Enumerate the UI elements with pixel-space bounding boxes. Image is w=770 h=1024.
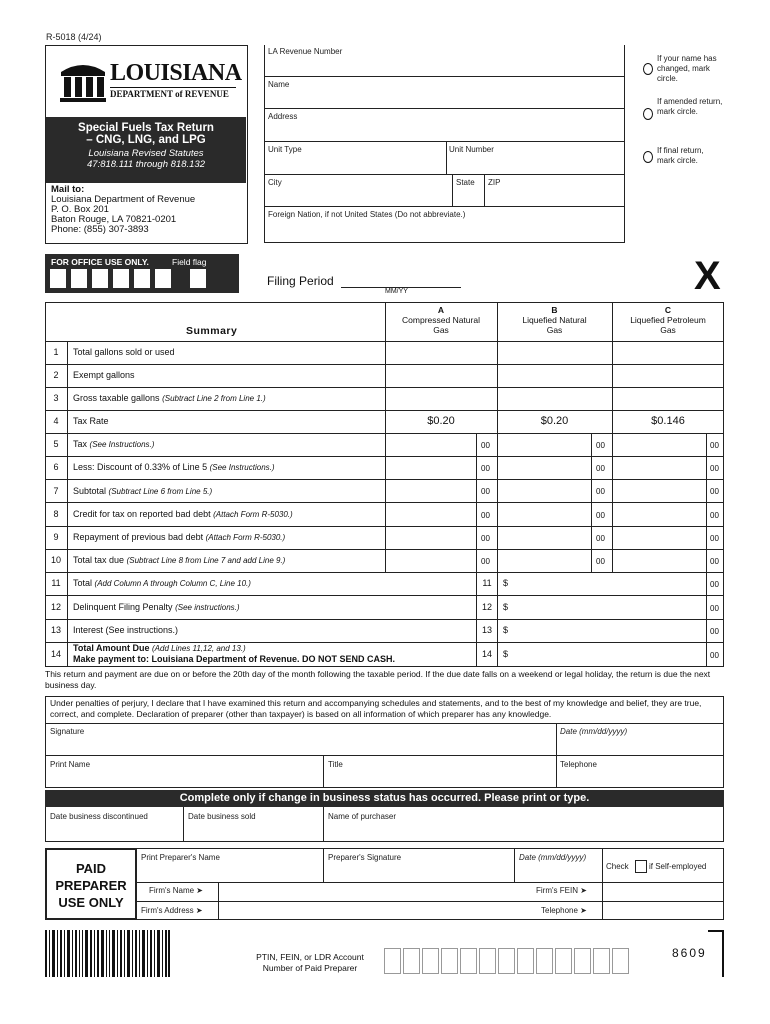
- line-number: 13: [50, 625, 61, 635]
- preparer-date-field[interactable]: Date (mm/dd/yyyy): [519, 853, 587, 862]
- ptin-box[interactable]: [593, 948, 610, 974]
- line-number: 4: [53, 416, 59, 426]
- field-flag-label: Field flag: [172, 257, 207, 267]
- line-14-text: Total Amount Due: [73, 643, 150, 653]
- cents: 00: [596, 511, 605, 520]
- line-number: 6: [53, 462, 59, 472]
- mail-line: P. O. Box 201: [51, 204, 109, 215]
- cents: 00: [710, 580, 719, 589]
- form-subtitle: – CNG, LNG, and LPG: [86, 134, 206, 146]
- column-c-header: [612, 305, 724, 335]
- line-13-label: Interest (See instructions.): [73, 625, 179, 635]
- line-number: 9: [53, 532, 59, 542]
- preparer-telephone-field[interactable]: Telephone ➤: [541, 906, 587, 915]
- office-box: [134, 269, 150, 288]
- dollar-sign: $: [503, 578, 509, 588]
- ldr-logo-icon: [58, 58, 108, 102]
- line-number: 8: [53, 509, 59, 519]
- payment-instruction: Make payment to: Louisiana Department of Revenue. DO NOT SEND CASH.: [73, 654, 396, 664]
- self-employed-label: if Self-employed: [649, 862, 707, 871]
- line-8-label: [73, 509, 293, 519]
- column-name: Gas: [433, 325, 449, 335]
- name-changed-circle[interactable]: [643, 63, 653, 75]
- logo-word: LOUISIANA: [110, 60, 242, 86]
- office-box: [71, 269, 87, 288]
- form-code: 8609: [672, 946, 707, 960]
- line-ref: 12: [481, 602, 492, 612]
- firm-address-field[interactable]: Firm's Address ➤: [141, 906, 203, 915]
- cents: 00: [710, 487, 719, 496]
- state-field[interactable]: State: [456, 178, 475, 187]
- date-field[interactable]: Date (mm/dd/yyyy): [560, 727, 628, 736]
- statutes-2: 47:818.111 through 818.132: [87, 159, 205, 170]
- line-11-note: (Add Column A through Column C, Line 10.): [94, 579, 251, 588]
- cents: 00: [481, 441, 490, 450]
- cents: 00: [481, 464, 490, 473]
- foreign-nation-field[interactable]: Foreign Nation, if not United States (Do not abbreviate.): [268, 210, 466, 219]
- preparer-label-line: PAID: [75, 861, 107, 876]
- cents: 00: [481, 511, 490, 520]
- column-name: Liquefied Natural: [522, 315, 587, 325]
- column-letter: B: [551, 305, 558, 315]
- ptin-label-line: Number of Paid Preparer: [262, 963, 358, 973]
- cents: 00: [710, 511, 719, 520]
- ptin-box[interactable]: [612, 948, 629, 974]
- office-box: [155, 269, 171, 288]
- cents: 00: [710, 604, 719, 613]
- telephone-field[interactable]: Telephone: [560, 760, 597, 769]
- paid-preparer-label: [45, 848, 137, 920]
- dollar-sign: $: [503, 649, 509, 659]
- line-7-text: Subtotal: [73, 486, 107, 496]
- ptin-box[interactable]: [574, 948, 591, 974]
- line-number: 2: [53, 370, 59, 380]
- ptin-box[interactable]: [536, 948, 553, 974]
- amended-label: If amended return, mark circle.: [657, 97, 723, 116]
- ptin-label-line: PTIN, FEIN, or LDR Account: [256, 952, 364, 962]
- line-10-text: Total tax due: [73, 555, 125, 565]
- line-9-note: (Attach Form R-5030.): [205, 533, 286, 542]
- signature-field[interactable]: Signature: [50, 727, 85, 736]
- line-11-label: [73, 578, 251, 588]
- self-employed-checkbox[interactable]: [635, 860, 647, 873]
- ptin-box[interactable]: [384, 948, 401, 974]
- scan-mark: X: [694, 254, 721, 298]
- column-name: Gas: [660, 325, 676, 335]
- line-number: 7: [53, 486, 59, 496]
- rate-a: $0.20: [427, 415, 455, 427]
- print-name-field[interactable]: Print Name: [50, 760, 91, 769]
- dollar-sign: $: [503, 625, 509, 635]
- title-box: [46, 117, 246, 183]
- preparer-name-field[interactable]: Print Preparer's Name: [141, 853, 220, 862]
- form-title: Special Fuels Tax Return: [78, 122, 214, 134]
- city-field[interactable]: City: [268, 178, 282, 187]
- unit-type-field[interactable]: Unit Type: [268, 145, 302, 154]
- line-8-note: (Attach Form R-5030.): [213, 510, 293, 519]
- address-field[interactable]: Address: [268, 112, 298, 121]
- column-letter: C: [664, 305, 672, 315]
- column-a-header: [385, 305, 497, 335]
- line-10-label: [73, 555, 285, 565]
- date-discontinued-field[interactable]: Date business discontinued: [50, 812, 148, 821]
- mail-line: Baton Rouge, LA 70821-0201: [51, 214, 177, 225]
- office-box: [92, 269, 108, 288]
- ptin-box[interactable]: [460, 948, 477, 974]
- barcode-icon: [45, 930, 170, 977]
- line-number: 11: [51, 578, 61, 588]
- rate-b: $0.20: [540, 415, 569, 427]
- line-7-label: [73, 486, 212, 496]
- final-return-circle[interactable]: [643, 151, 653, 163]
- cents: 00: [481, 487, 490, 496]
- line-number: 3: [53, 393, 59, 403]
- line-1-label: Total gallons sold or used: [73, 347, 175, 357]
- line-number: 10: [50, 555, 61, 565]
- cents: 00: [710, 534, 719, 543]
- line-7-note: (Subtract Line 6 from Line 5.): [108, 487, 213, 496]
- line-number: 5: [53, 439, 59, 449]
- due-date-note: This return and payment are due on or before the 20th day of the month following the taxable period. If the due date falls on a weekend or legal holiday, the return is due the next business day.: [45, 669, 711, 690]
- filing-period-label: Filing Period: [267, 274, 334, 288]
- mail-to: [51, 185, 195, 235]
- line-14-label: [73, 643, 395, 665]
- line-12-text: Delinquent Filing Penalty: [73, 602, 173, 612]
- cents: 00: [481, 534, 490, 543]
- cents: 00: [596, 557, 605, 566]
- change-status-banner: Complete only if change in business status has occurred. Please print or type.: [45, 790, 724, 807]
- cents: 00: [710, 651, 719, 660]
- cents: 00: [596, 464, 605, 473]
- column-letter: A: [437, 305, 445, 315]
- line-number: 12: [50, 602, 61, 612]
- line-4-label: Tax Rate: [73, 416, 109, 426]
- office-box: [50, 269, 66, 288]
- line-6-note: (See Instructions.): [209, 463, 275, 472]
- name-field[interactable]: Name: [268, 80, 290, 89]
- rate-c: $0.146: [651, 415, 685, 427]
- ptin-box[interactable]: [403, 948, 420, 974]
- cents: 00: [710, 441, 719, 450]
- summary-heading: Summary: [186, 325, 238, 337]
- zip-field[interactable]: ZIP: [488, 178, 501, 187]
- ptin-box[interactable]: [479, 948, 496, 974]
- line-6-label: [73, 462, 275, 472]
- cents: 00: [710, 464, 719, 473]
- line-10-note: (Subtract Line 8 from Line 7 and add Line 9.): [126, 556, 286, 565]
- preparer-signature-field[interactable]: Preparer's Signature: [328, 853, 402, 862]
- preparer-label-line: USE ONLY: [58, 895, 124, 910]
- column-name: Liquefied Petroleum: [630, 315, 706, 325]
- line-ref: 13: [481, 625, 492, 635]
- line-3-text: Gross taxable gallons: [73, 393, 160, 403]
- statutes-1: Louisiana Revised Statutes: [88, 148, 204, 159]
- ptin-label: [240, 952, 380, 974]
- line-14-note: (Add Lines 11,12, and 13.): [152, 644, 246, 653]
- line-9-label: [73, 532, 285, 542]
- amended-circle[interactable]: [643, 108, 653, 120]
- filing-period-format: MM/YY: [385, 288, 408, 295]
- office-box: [113, 269, 129, 288]
- final-return-label: If final return, mark circle.: [657, 146, 704, 165]
- cents: 00: [710, 627, 719, 636]
- preparer-label-line: PREPARER: [55, 878, 127, 893]
- purchaser-name-field[interactable]: Name of purchaser: [328, 812, 397, 821]
- cents: 00: [596, 441, 605, 450]
- cents: 00: [596, 487, 605, 496]
- ptin-box[interactable]: [555, 948, 572, 974]
- line-number: 14: [50, 649, 61, 659]
- line-number: 1: [53, 347, 59, 357]
- column-name: Gas: [546, 325, 563, 335]
- firm-fein-field[interactable]: Firm's FEIN ➤: [536, 886, 587, 895]
- office-use-label: FOR OFFICE USE ONLY.: [51, 257, 149, 267]
- title-field[interactable]: Title: [328, 760, 343, 769]
- logo-sub: DEPARTMENT of REVENUE: [110, 87, 236, 99]
- line-ref: 11: [482, 578, 492, 588]
- line-5-text: Tax: [73, 439, 88, 449]
- date-sold-field[interactable]: Date business sold: [188, 812, 256, 821]
- firm-name-field[interactable]: Firm's Name ➤: [149, 886, 204, 895]
- line-9-text: Repayment of previous bad debt: [73, 532, 204, 542]
- mail-heading: Mail to:: [51, 184, 85, 195]
- ptin-box[interactable]: [498, 948, 515, 974]
- ptin-box[interactable]: [441, 948, 458, 974]
- ptin-box[interactable]: [422, 948, 439, 974]
- cents: 00: [596, 534, 605, 543]
- column-name: Compressed Natural: [402, 315, 480, 325]
- line-12-note: (See instructions.): [175, 603, 240, 612]
- form-id: R-5018 (4/24): [46, 32, 102, 42]
- unit-number-field[interactable]: Unit Number: [449, 145, 494, 154]
- column-b-header: [497, 305, 612, 335]
- cents: 00: [710, 557, 719, 566]
- line-5-note: (See Instructions.): [89, 440, 155, 449]
- revenue-number-field[interactable]: LA Revenue Number: [268, 47, 343, 56]
- check-label: Check: [606, 862, 629, 871]
- dollar-sign: $: [503, 602, 509, 612]
- mail-line: Phone: (855) 307-3893: [51, 224, 149, 235]
- ptin-box[interactable]: [517, 948, 534, 974]
- name-changed-label: If your name has changed, mark circle.: [657, 54, 717, 83]
- mail-line: Louisiana Department of Revenue: [51, 194, 196, 205]
- agency-box: [45, 45, 248, 244]
- line-3-label: [73, 393, 266, 403]
- field-flag-box: [190, 269, 206, 288]
- line-2-label: Exempt gallons: [73, 370, 135, 380]
- line-3-note: (Subtract Line 2 from Line 1.): [162, 394, 266, 403]
- corner-mark: [708, 930, 724, 977]
- line-8-text: Credit for tax on reported bad debt: [73, 509, 211, 519]
- line-ref: 14: [481, 649, 492, 659]
- cents: 00: [481, 557, 490, 566]
- line-6-text: Less: Discount of 0.33% of Line 5: [73, 462, 208, 472]
- line-11-text: Total: [73, 578, 93, 588]
- line-5-label: [73, 439, 154, 449]
- line-12-label: [73, 602, 240, 612]
- perjury-statement: Under penalties of perjury, I declare that I have examined this return and accompanying schedules and statements, and to the best of my knowledge and belief, they are true, correct, and complete. Declaration of preparer (other than taxpayer) is based on all information of which preparer has any knowledge.: [50, 698, 702, 719]
